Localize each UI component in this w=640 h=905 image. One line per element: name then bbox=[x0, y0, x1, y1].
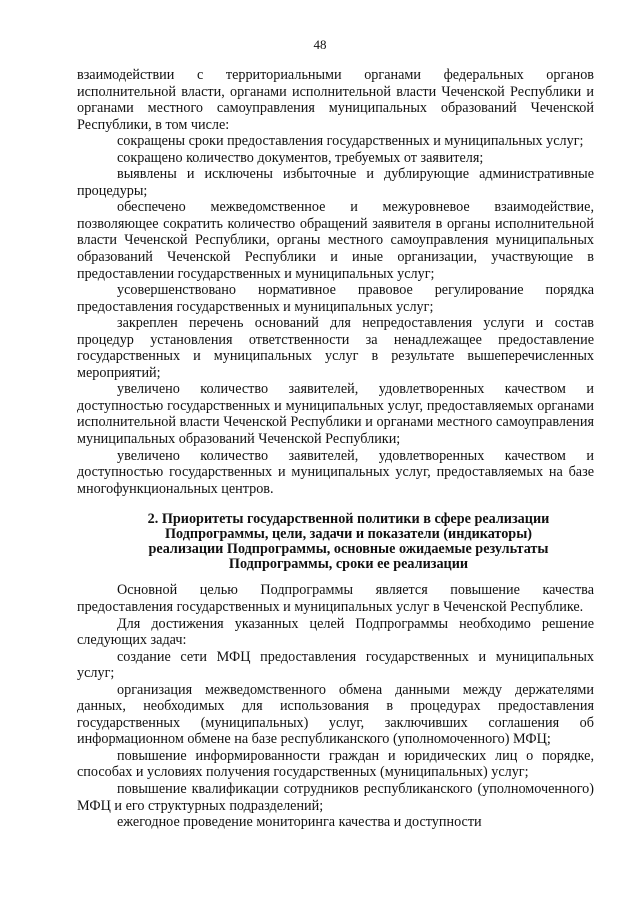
paragraph: выявлены и исключены избыточные и дублирующие административные процедуры; bbox=[77, 166, 594, 199]
paragraph: взаимодействии с территориальными органами федеральных органов исполнительной власти, органами исполнительной власти Чеченской Республики и органами местного самоуправления муниципальных образований Чеченской Республики, в том числе: bbox=[77, 67, 594, 133]
paragraph: обеспечено межведомственное и межуровневое взаимодействие, позволяющее сократить количество обращений заявителя в органы исполнительной власти Чеченской Республики, органы местного самоуправления муниципальных образований Чеченской Республики и иные организации, участвующие в предоставлении государственных и муниципальных услуг; bbox=[77, 199, 594, 282]
paragraph: сокращены сроки предоставления государственных и муниципальных услуг; bbox=[117, 133, 584, 150]
section-heading-line: Подпрограммы, сроки ее реализации bbox=[228, 555, 469, 572]
paragraph: увеличено количество заявителей, удовлетворенных качеством и доступностью государственных и муниципальных услуг, предоставляемых органами исполнительной власти Чеченской Республики и органами местного самоуправления муниципальных образований Чеченской Республики; bbox=[77, 381, 594, 448]
paragraph: усовершенствовано нормативное правовое регулирование порядка предоставления государственных и муниципальных услуг; bbox=[77, 282, 594, 315]
paragraph: создание сети МФЦ предоставления государственных и муниципальных услуг; bbox=[77, 648, 594, 682]
paragraph: закреплен перечень оснований для непредоставления услуги и состав процедур установления ответственности за ненадлежащее предоставление государственных и муниципальных услуг в результате вышеперечисленных мероприятий; bbox=[77, 315, 594, 381]
section-heading-line: реализации Подпрограммы, основные ожидаемые результаты bbox=[148, 540, 549, 557]
section-heading bbox=[77, 512, 594, 571]
paragraph: Основной целью Подпрограммы является повышение качества предоставления государственных и муниципальных услуг в Чеченской Республике. bbox=[77, 582, 594, 615]
paragraph: ежегодное проведение мониторинга качества и доступности bbox=[117, 814, 482, 831]
document-body bbox=[77, 67, 594, 831]
section-heading-line: 2. Приоритеты государственной политики в сфере реализации bbox=[147, 511, 550, 528]
paragraph: сокращено количество документов, требуемых от заявителя; bbox=[117, 149, 484, 166]
section-heading-line: Подпрограммы, цели, задачи и показатели (индикаторы) bbox=[165, 526, 532, 543]
paragraph: Для достижения указанных целей Подпрограммы необходимо решение следующих задач: bbox=[77, 615, 594, 649]
paragraph: повышение информированности граждан и юридических лиц о порядке, способах и условиях получения государственных (муниципальных) услуг; bbox=[77, 747, 594, 781]
paragraph: организация межведомственного обмена данными между держателями данных, необходимых для использования в процедурах предоставления государственных (муниципальных) услуг, заключивших соглашения об информационном обмене на базе республиканского (уполномоченного) МФЦ; bbox=[77, 681, 594, 748]
page-number: 48 bbox=[313, 37, 327, 52]
paragraph: повышение квалификации сотрудников республиканского (уполномоченного) МФЦ и его структурных подразделений; bbox=[77, 780, 594, 814]
paragraph: увеличено количество заявителей, удовлетворенных качеством и доступностью государственных и муниципальных услуг, предоставляемых на базе многофункциональных центров. bbox=[77, 447, 594, 497]
